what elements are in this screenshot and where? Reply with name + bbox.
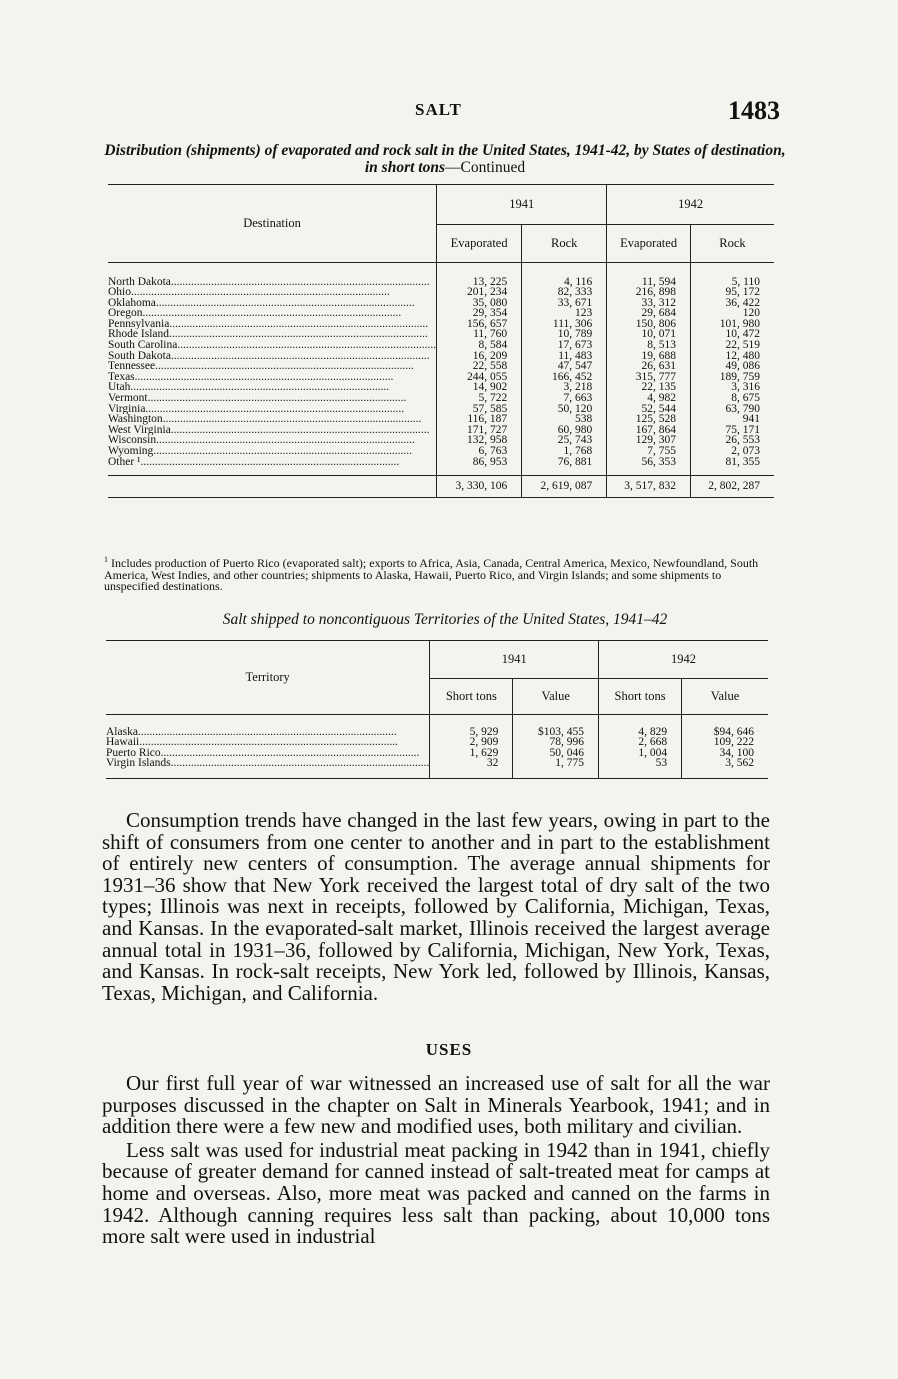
row-label: South Carolina..........................................................................................	[108, 340, 437, 351]
cell-e42: 4, 982	[607, 393, 691, 404]
cell-e42: 33, 312	[607, 298, 691, 309]
col-header-1941: 1941	[437, 185, 607, 225]
row-label: Washington..........................................................................................	[108, 414, 422, 425]
page-number: 1483	[728, 96, 780, 125]
cell-r41: 25, 743	[522, 435, 607, 446]
col-header-1942: 1942	[607, 185, 774, 225]
row-label: Virginia..........................................................................................	[108, 403, 405, 415]
cell-e42: 10, 071	[607, 329, 691, 340]
consumption-trends-paragraph: Consumption trends have changed in the last few years, owing in part to the shift of consumers from one center to another and in part to the establishment of entirely new centers of consumption. The average annual shipments for 1931–36 show that New York received the largest total of dry salt of the two types; Illinois was next in receipts, followed by California, Michigan, Texas, and Kansas. In the evaporated-salt market, Illinois received the largest average annual total in 1931–36, followed by California, Michigan, New York, Texas, and Kansas. In rock-salt receipts, New York led, followed by Illinois, Kansas, Texas, Michigan, and California.	[102, 808, 770, 1005]
cell-r41: 47, 547	[522, 361, 607, 372]
cell-v41: 1, 775	[513, 758, 599, 769]
table1-caption-continued: —Continued	[445, 159, 526, 176]
col-header-t2-1941: 1941	[430, 641, 599, 679]
col-header-rock-1941: Rock	[522, 225, 607, 263]
cell-r42: 941	[690, 414, 774, 425]
cell-e41: 11, 760	[437, 329, 522, 340]
cell-t41: 1, 629	[430, 748, 513, 759]
cell-r41: 11, 483	[522, 351, 607, 362]
cell-r42: 49, 086	[690, 361, 774, 372]
col-header-value-1941: Value	[513, 679, 599, 715]
col-header-t2-1942: 1942	[599, 641, 768, 679]
table1-caption	[100, 142, 790, 176]
cell-e41: 86, 953	[437, 457, 522, 468]
row-label: Puerto Rico..........................................................................................	[106, 747, 420, 759]
cell-e42: 52, 544	[607, 404, 691, 415]
row-label: South Dakota..........................................................................................	[108, 350, 430, 362]
cell-r42: 189, 759	[690, 372, 774, 383]
row-label: Ohio..........................................................................................	[108, 287, 390, 298]
row-label: Oregon..........................................................................................	[108, 308, 402, 319]
cell-v42: 34, 100	[682, 748, 768, 759]
cell-e41: 35, 080	[437, 298, 522, 309]
cell-r41: 4, 116	[522, 277, 607, 288]
cell-r41: 1, 768	[522, 446, 607, 457]
cell-v41: $103, 455	[513, 727, 599, 738]
cell-v42: 3, 562	[682, 758, 768, 769]
cell-r42: 8, 675	[690, 393, 774, 404]
col-header-short-tons-1942: Short tons	[599, 679, 682, 715]
cell-r41: 538	[522, 414, 607, 425]
cell-t41: 2, 909	[430, 737, 513, 748]
cell-e41: 22, 558	[437, 361, 522, 372]
cell-e42: 19, 688	[607, 351, 691, 362]
cell-e42: 216, 898	[607, 287, 691, 298]
cell-e42: 26, 631	[607, 361, 691, 372]
total-label-cell	[108, 475, 437, 497]
cell-r41: 17, 673	[522, 340, 607, 351]
distribution-table	[108, 184, 774, 498]
cell-e42: 315, 777	[607, 372, 691, 383]
cell-r42: 22, 519	[690, 340, 774, 351]
cell-r41: 10, 789	[522, 329, 607, 340]
cell-e41: 16, 209	[437, 351, 522, 362]
territories-table	[106, 640, 768, 779]
row-label: Wisconsin..........................................................................................	[108, 435, 415, 446]
war-uses-paragraph: Our first full year of war witnessed an increased use of salt for all the war purposes discussed in the chapter on Salt in Minerals Yearbook, 1941; and in addition there were a few new and modified uses, both military and civilian.	[102, 1071, 770, 1139]
cell-e41: 201, 234	[437, 287, 522, 298]
table-row	[108, 457, 774, 468]
row-label: Wyoming..........................................................................................	[108, 446, 413, 457]
table1-footnote	[104, 554, 772, 593]
footnote-text: Includes production of Puerto Rico (evaporated salt); exports to Africa, Asia, Canada, Central America, Mexico, Newfoundland, South America, West Indies, and other countries; shipments to Alaska, Hawaii, Puerto Rico, and Virgin Islands; and some shipments to unspecified destinations.	[104, 556, 759, 593]
cell-r41: 123	[522, 308, 607, 319]
cell-e41: 156, 657	[437, 319, 522, 330]
cell-t42: 1, 004	[599, 748, 682, 759]
row-label: Hawaii..........................................................................................	[106, 737, 398, 748]
cell-r42: 120	[690, 308, 774, 319]
cell-r41: 166, 452	[522, 372, 607, 383]
row-label: Virgin Islands..........................................................................................	[106, 758, 430, 769]
cell-e41: 132, 958	[437, 435, 522, 446]
total-rock-1941: 2, 619, 087	[522, 475, 607, 497]
cell-e41: 244, 055	[437, 372, 522, 383]
total-evaporated-1941: 3, 330, 106	[437, 475, 522, 497]
cell-r41: 3, 218	[522, 382, 607, 393]
cell-e42: 22, 135	[607, 382, 691, 393]
meat-packing-paragraph: Less salt was used for industrial meat packing in 1942 than in 1941, chiefly because of greater demand for canned instead of salt-treated meat for camps at home and overseas. Also, more meat was packed and canned on the farms in 1942. Although canning requires less salt than packing, about 10,000 tons more salt were used in industrial	[102, 1137, 770, 1249]
row-label: Alaska..........................................................................................	[106, 726, 397, 738]
footnote-mark: 1	[104, 555, 108, 564]
table-row	[106, 748, 768, 759]
row-label: Oklahoma..........................................................................................	[108, 297, 415, 309]
section-heading-uses: USES	[425, 1040, 473, 1059]
cell-r42: 101, 980	[690, 319, 774, 330]
cell-v42: $94, 646	[682, 727, 768, 738]
row-label: Other ¹..........................................................................................	[108, 456, 400, 468]
cell-r41: 111, 306	[522, 319, 607, 330]
table-row	[106, 737, 768, 748]
cell-e41: 6, 763	[437, 446, 522, 457]
cell-t42: 53	[599, 758, 682, 769]
cell-r42: 26, 553	[690, 435, 774, 446]
col-header-territory: Territory	[106, 641, 430, 715]
cell-r42: 5, 110	[690, 277, 774, 288]
cell-t41: 5, 929	[430, 727, 513, 738]
row-label: Vermont..........................................................................................	[108, 393, 407, 404]
cell-e42: 11, 594	[607, 277, 691, 288]
col-header-evaporated-1941: Evaporated	[437, 225, 522, 263]
table-row	[106, 758, 768, 769]
cell-e42: 8, 513	[607, 340, 691, 351]
table-row	[106, 727, 768, 738]
cell-e41: 29, 354	[437, 308, 522, 319]
cell-e42: 150, 806	[607, 319, 691, 330]
cell-e42: 29, 684	[607, 308, 691, 319]
cell-r42: 2, 073	[690, 446, 774, 457]
table2-caption: Salt shipped to noncontiguous Territories of the United States, 1941–42	[222, 611, 668, 628]
cell-e42: 56, 353	[607, 457, 691, 468]
running-head	[0, 96, 898, 126]
cell-r42: 81, 355	[690, 457, 774, 468]
row-label: West Virginia..........................................................................................	[108, 424, 430, 436]
row-label: Utah..........................................................................................	[108, 382, 390, 394]
cell-v41: 78, 996	[513, 737, 599, 748]
cell-r41: 60, 980	[522, 425, 607, 436]
cell-e42: 167, 864	[607, 425, 691, 436]
col-header-value-1942: Value	[682, 679, 768, 715]
cell-r42: 12, 480	[690, 351, 774, 362]
cell-e41: 5, 722	[437, 393, 522, 404]
col-header-short-tons-1941: Short tons	[430, 679, 513, 715]
row-label: Texas..........................................................................................	[108, 371, 394, 383]
cell-t42: 2, 668	[599, 737, 682, 748]
row-label: Tennessee..........................................................................................	[108, 361, 414, 372]
cell-r41: 7, 663	[522, 393, 607, 404]
cell-r41: 33, 671	[522, 298, 607, 309]
cell-e42: 129, 307	[607, 435, 691, 446]
cell-r41: 50, 120	[522, 404, 607, 415]
cell-e41: 57, 585	[437, 404, 522, 415]
cell-r42: 3, 316	[690, 382, 774, 393]
col-header-rock-1942: Rock	[690, 225, 774, 263]
cell-r41: 82, 333	[522, 287, 607, 298]
cell-r42: 10, 472	[690, 329, 774, 340]
row-label: North Dakota..........................................................................................	[108, 276, 430, 288]
row-label: Rhode Island..........................................................................................	[108, 329, 428, 341]
body-paragraph-1	[102, 810, 770, 1004]
cell-r42: 75, 171	[690, 425, 774, 436]
total-rock-1942: 2, 802, 287	[690, 475, 774, 497]
running-title: SALT	[415, 100, 462, 119]
col-header-evaporated-1942: Evaporated	[607, 225, 691, 263]
cell-t42: 4, 829	[599, 727, 682, 738]
row-label: Pennsylvania..........................................................................................	[108, 318, 429, 330]
cell-v42: 109, 222	[682, 737, 768, 748]
cell-e42: 125, 528	[607, 414, 691, 425]
cell-e41: 8, 584	[437, 340, 522, 351]
cell-e41: 13, 225	[437, 277, 522, 288]
table1-caption-text: Distribution (shipments) of evaporated and rock salt in the United States, 1941-42, by States of destination, in short tons	[104, 142, 786, 176]
cell-v41: 50, 046	[513, 748, 599, 759]
cell-e41: 116, 187	[437, 414, 522, 425]
col-header-destination: Destination	[108, 185, 437, 263]
cell-e42: 7, 755	[607, 446, 691, 457]
table-row	[108, 446, 774, 457]
total-evaporated-1942: 3, 517, 832	[607, 475, 691, 497]
cell-r42: 63, 790	[690, 404, 774, 415]
body-paragraph-2	[102, 1073, 770, 1248]
cell-e41: 14, 902	[437, 382, 522, 393]
cell-r41: 76, 881	[522, 457, 607, 468]
cell-t41: 32	[430, 758, 513, 769]
cell-r42: 95, 172	[690, 287, 774, 298]
cell-e41: 171, 727	[437, 425, 522, 436]
cell-r42: 36, 422	[690, 298, 774, 309]
